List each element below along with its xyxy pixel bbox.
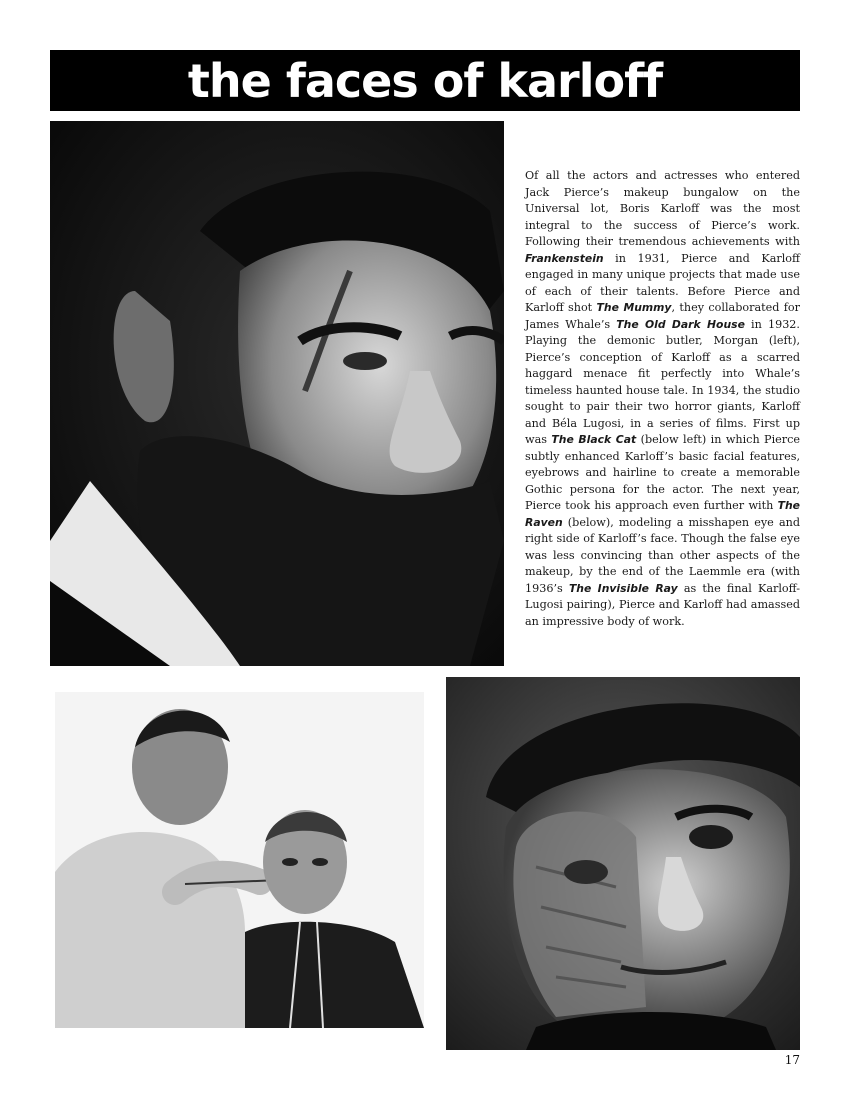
title-banner [50,50,800,111]
article-text: (below), modeling a misshapen eye and right side of Karloff’s face. Though the false eye was less convincing than other aspects of the makeup, by the end of the Laemmle era (with 1936’s [525,515,800,595]
article-text: in 1932. Playing the demonic butler, Morgan (left), Pierce’s conception of Karloff as a scarred haggard menace fit perfectly into Whale’s timeless haunted house tale. In 1934, the studio sought to pair their two horror giants, Karloff and Béla Lugosi, in a series of films. First up was [525,317,800,446]
film-title: Frankenstein [525,251,604,265]
article-text: Of all the actors and actresses who entered Jack Pierce’s makeup bungalow on the Universal lot, Boris Karloff was the most integral to the success of Pierce’s work. Following their tremendous achievements with [525,169,800,248]
article-text: in 1931, Pierce and Karloff engaged in many unique projects that made use of each of their talents. Before Pierce and Karloff shot [525,251,800,314]
photo-karloff-raven [446,677,800,1050]
article-body [525,168,800,630]
page-title: the faces of karloff [187,53,663,108]
article-text: (below left) in which Pierce subtly enhanced Karloff’s basic facial features, eyebrows and hairline to create a memorable Gothic persona for the actor. The next year, Pierce took his approach even further with [525,433,801,512]
film-title: The Invisible Ray [568,581,678,595]
photo-karloff-morgan [50,121,504,666]
film-title: The Raven [525,499,800,529]
page-number: 17 [784,1053,800,1067]
article-text: as the final Karloff-Lugosi pairing), Pierce and Karloff had amassed an impressive body of work. [525,581,800,628]
film-title: The Old Dark House [616,317,745,331]
photo-pierce-applying-makeup [55,692,424,1028]
film-title: The Mummy [596,301,672,314]
film-title: The Black Cat [551,433,637,446]
article-text: , they collaborated for James Whale’s [525,301,800,331]
